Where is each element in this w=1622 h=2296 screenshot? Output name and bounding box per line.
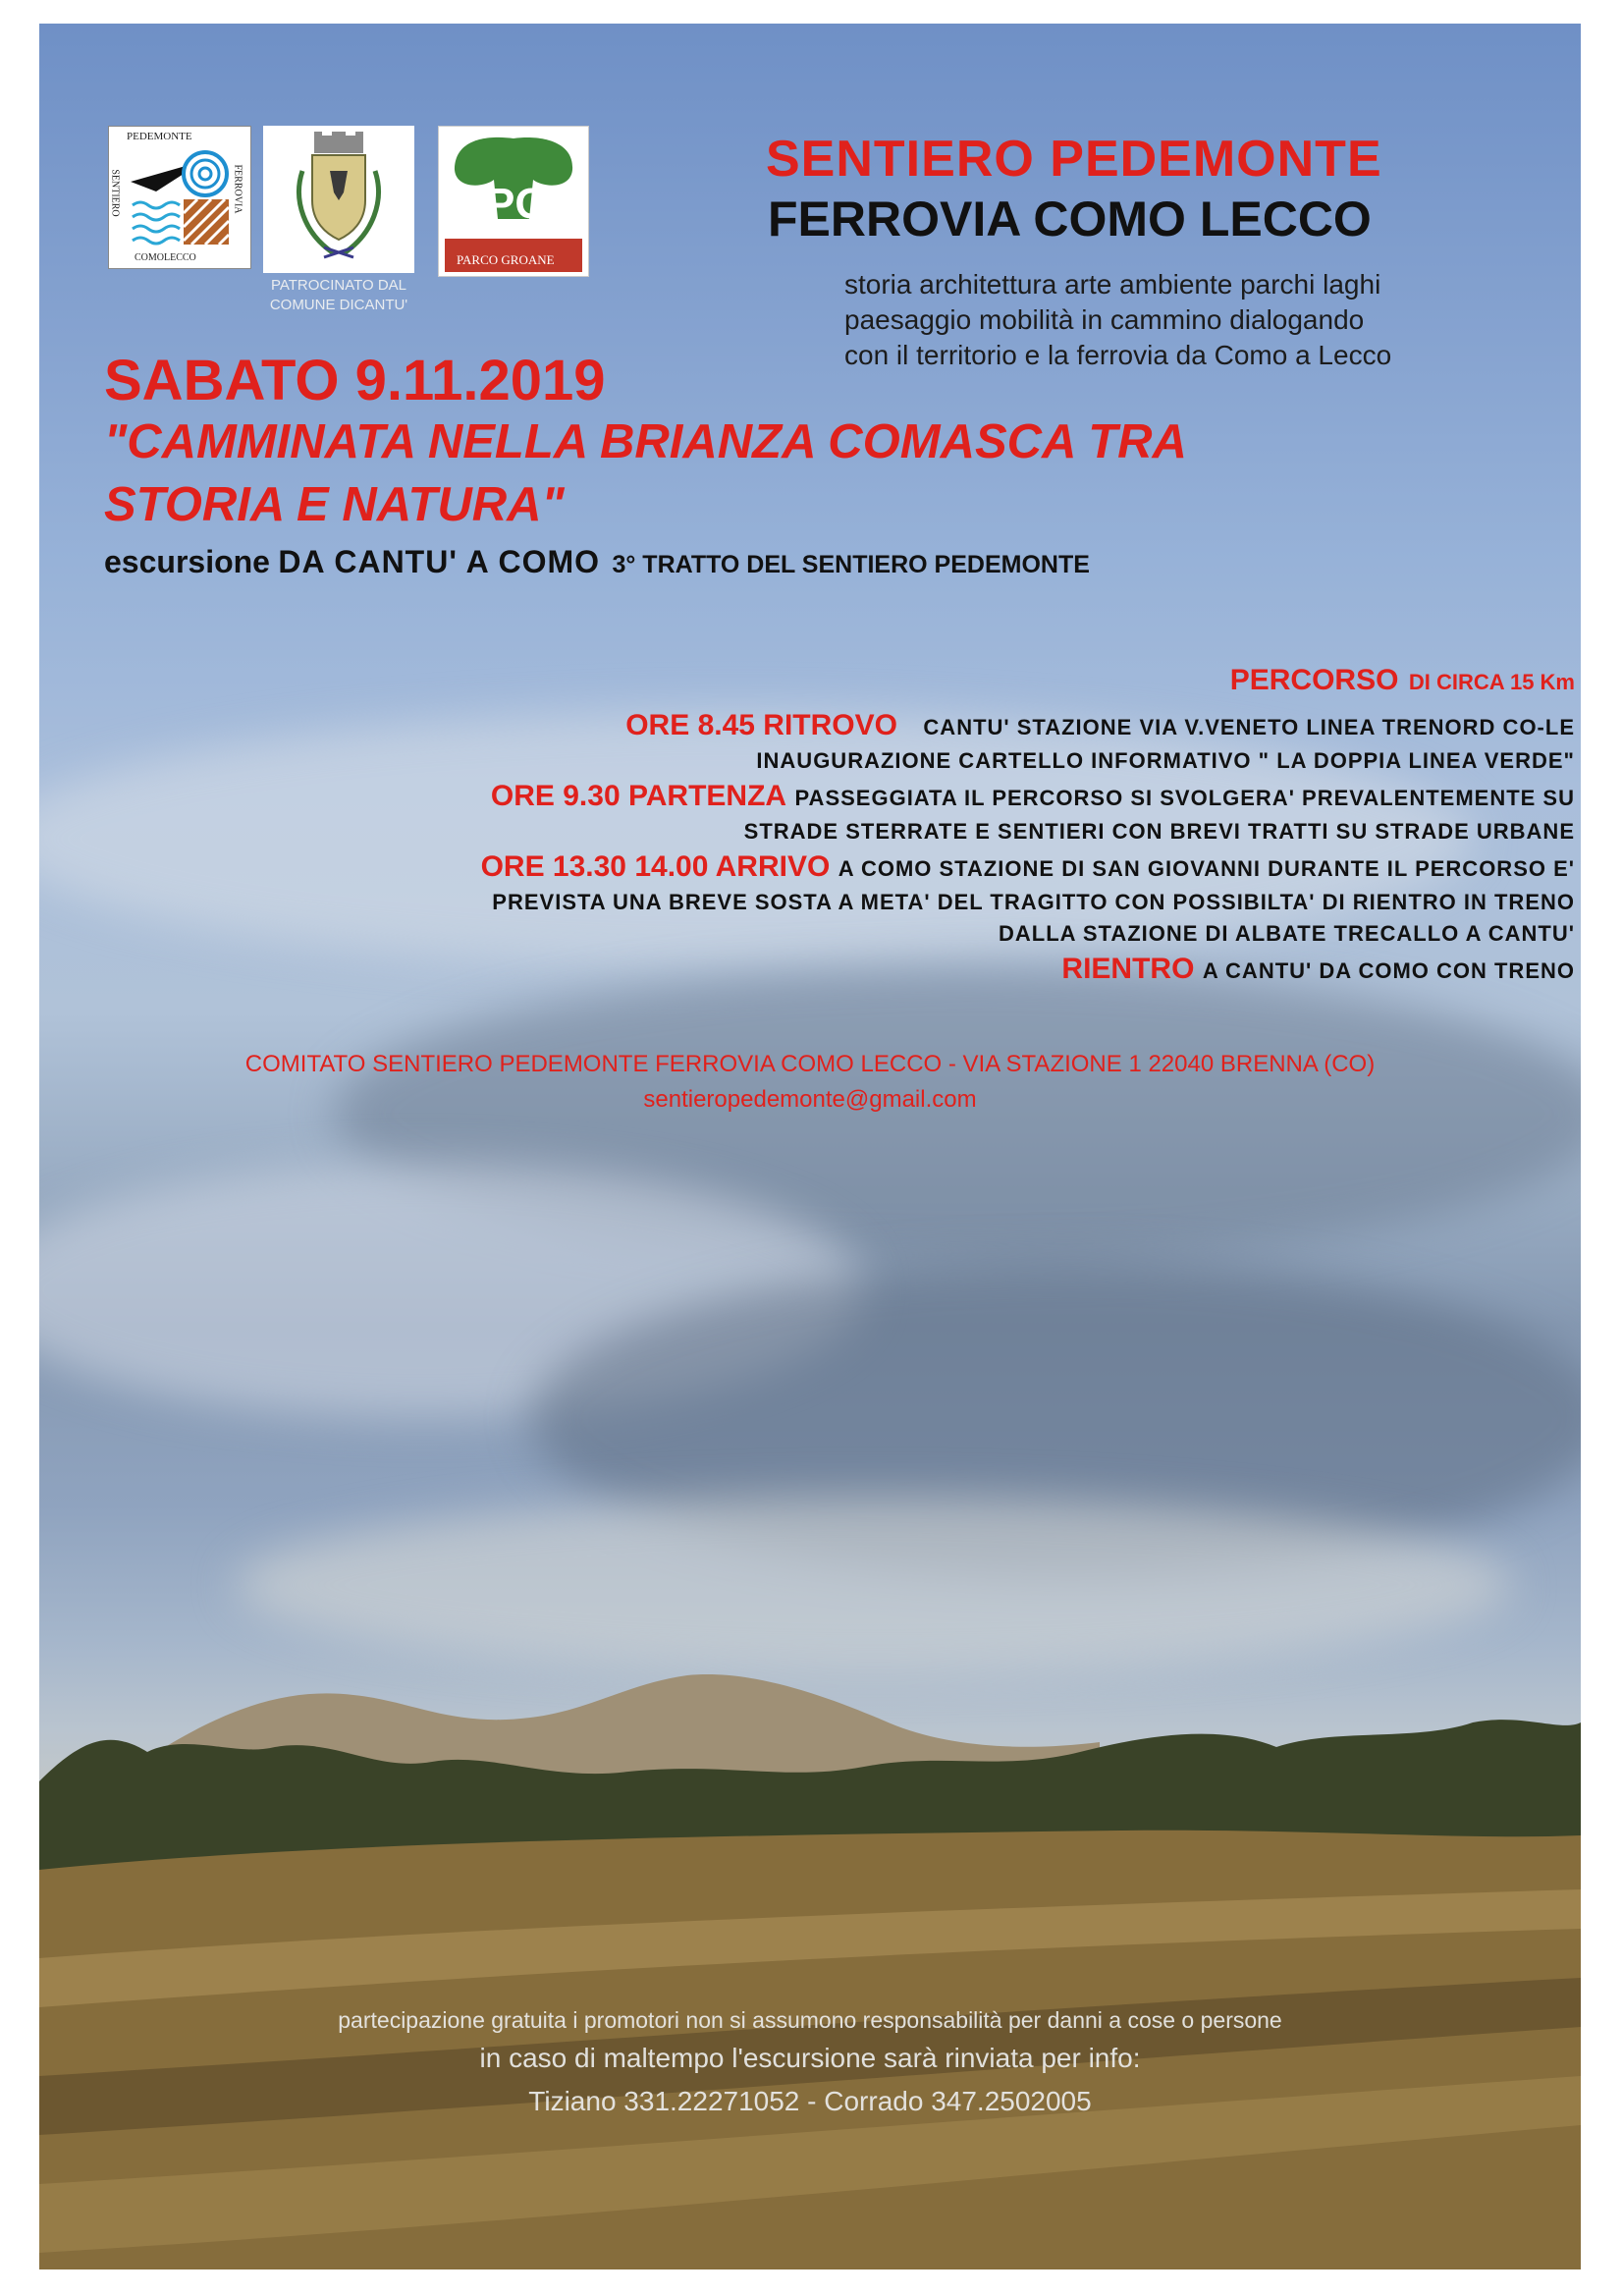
logo-text-left: SENTIERO <box>109 169 121 217</box>
partenza-label: ORE 9.30 PARTENZA <box>490 780 787 812</box>
event-sub-suffix: 3° TRATTO DEL SENTIERO PEDEMONTE <box>612 551 1090 578</box>
comune-crest-logo <box>263 126 414 273</box>
partenza-row <box>491 780 1575 813</box>
event-sub-prefix: escursione <box>104 544 270 579</box>
tagline-line: paesaggio mobilità in cammino dialogando <box>844 304 1365 335</box>
landscape-illustration <box>39 1634 1581 2269</box>
percorso-row <box>1230 664 1575 697</box>
arrivo-row <box>481 850 1575 884</box>
ritrovo-label: ORE 8.45 RITROVO <box>625 709 897 741</box>
ritrovo-text: CANTU' STAZIONE VIA V.VENETO LINEA TRENORD CO-LE <box>923 715 1575 739</box>
partenza-text-2: STRADE STERRATE E SENTIERI CON BREVI TRATTI SU STRADE URBANE <box>743 819 1575 844</box>
header-title: SENTIERO PEDEMONTE <box>766 131 1382 188</box>
rientro-row <box>1061 953 1575 986</box>
event-sub-main: DA CANTU' A COMO <box>278 544 600 579</box>
parco-name: PARCO GROANE <box>457 252 555 267</box>
arrivo-text-3: DALLA STAZIONE DI ALBATE TRECALLO A CANTU' <box>999 921 1575 946</box>
header-subtitle: FERROVIA COMO LECCO <box>768 191 1372 246</box>
arrivo-label: ORE 13.30 14.00 ARRIVO <box>480 850 831 883</box>
percorso-label: PERCORSO <box>1229 664 1399 696</box>
poster-background <box>39 24 1581 2269</box>
partenza-text: PASSEGGIATA IL PERCORSO SI SVOLGERA' PREVALENTEMENTE SU <box>794 786 1575 810</box>
crest-icon <box>285 132 393 267</box>
event-title: STORIA E NATURA" <box>104 478 565 531</box>
parco-letters: PG <box>486 180 549 228</box>
event-title: "CAMMINATA NELLA BRIANZA COMASCA TRA <box>104 415 1187 468</box>
rientro-label: RIENTRO <box>1061 953 1195 985</box>
pedemonte-emblem-icon <box>127 144 233 250</box>
committee-address: COMITATO SENTIERO PEDEMONTE FERROVIA COMO LECCO - VIA STAZIONE 1 22040 BRENNA (CO) <box>244 1051 1376 1077</box>
percorso-detail: DI CIRCA 15 Km <box>1408 670 1575 694</box>
rientro-text: A CANTU' DA COMO CON TRENO <box>1202 958 1575 983</box>
event-date: SABATO 9.11.2019 <box>104 349 606 412</box>
committee-email-link[interactable]: sentieropedemonte@gmail.com <box>643 1086 977 1113</box>
footer-weather-note: in caso di maltempo l'escursione sarà rinviata per info: <box>479 2043 1141 2073</box>
footer-contacts: Tiziano 331.22271052 - Corrado 347.2502005 <box>528 2086 1092 2116</box>
logo-text-bottom: COMOLECCO <box>135 252 196 263</box>
arrivo-text: A COMO STAZIONE DI SAN GIOVANNI DURANTE IL PERCORSO E' <box>838 856 1575 881</box>
patrocinio-caption: PATROCINATO DAL <box>270 277 407 294</box>
patrocinio-caption: COMUNE DICANTU' <box>269 297 408 313</box>
ritrovo-text-2: INAUGURAZIONE CARTELLO INFORMATIVO " LA DOPPIA LINEA VERDE" <box>756 748 1575 773</box>
tagline-line: storia architettura arte ambiente parchi laghi <box>844 269 1381 300</box>
logo-text-right: FERROVIA <box>232 164 243 214</box>
tagline-line: con il territorio e la ferrovia da Como a Lecco <box>844 340 1392 370</box>
footer-disclaimer: partecipazione gratuita i promotori non si assumono responsabilità per danni a cose o persone <box>338 2007 1282 2033</box>
arrivo-text-2: PREVISTA UNA BREVE SOSTA A META' DEL TRAGITTO CON POSSIBILTA' DI RIENTRO IN TRENO <box>492 890 1575 914</box>
parco-groane-logo <box>438 126 589 277</box>
pedemonte-logo <box>108 126 251 269</box>
logo-text-top: PEDEMONTE <box>127 131 192 142</box>
ritrovo-row <box>625 709 1575 742</box>
event-subtitle <box>104 544 1090 580</box>
